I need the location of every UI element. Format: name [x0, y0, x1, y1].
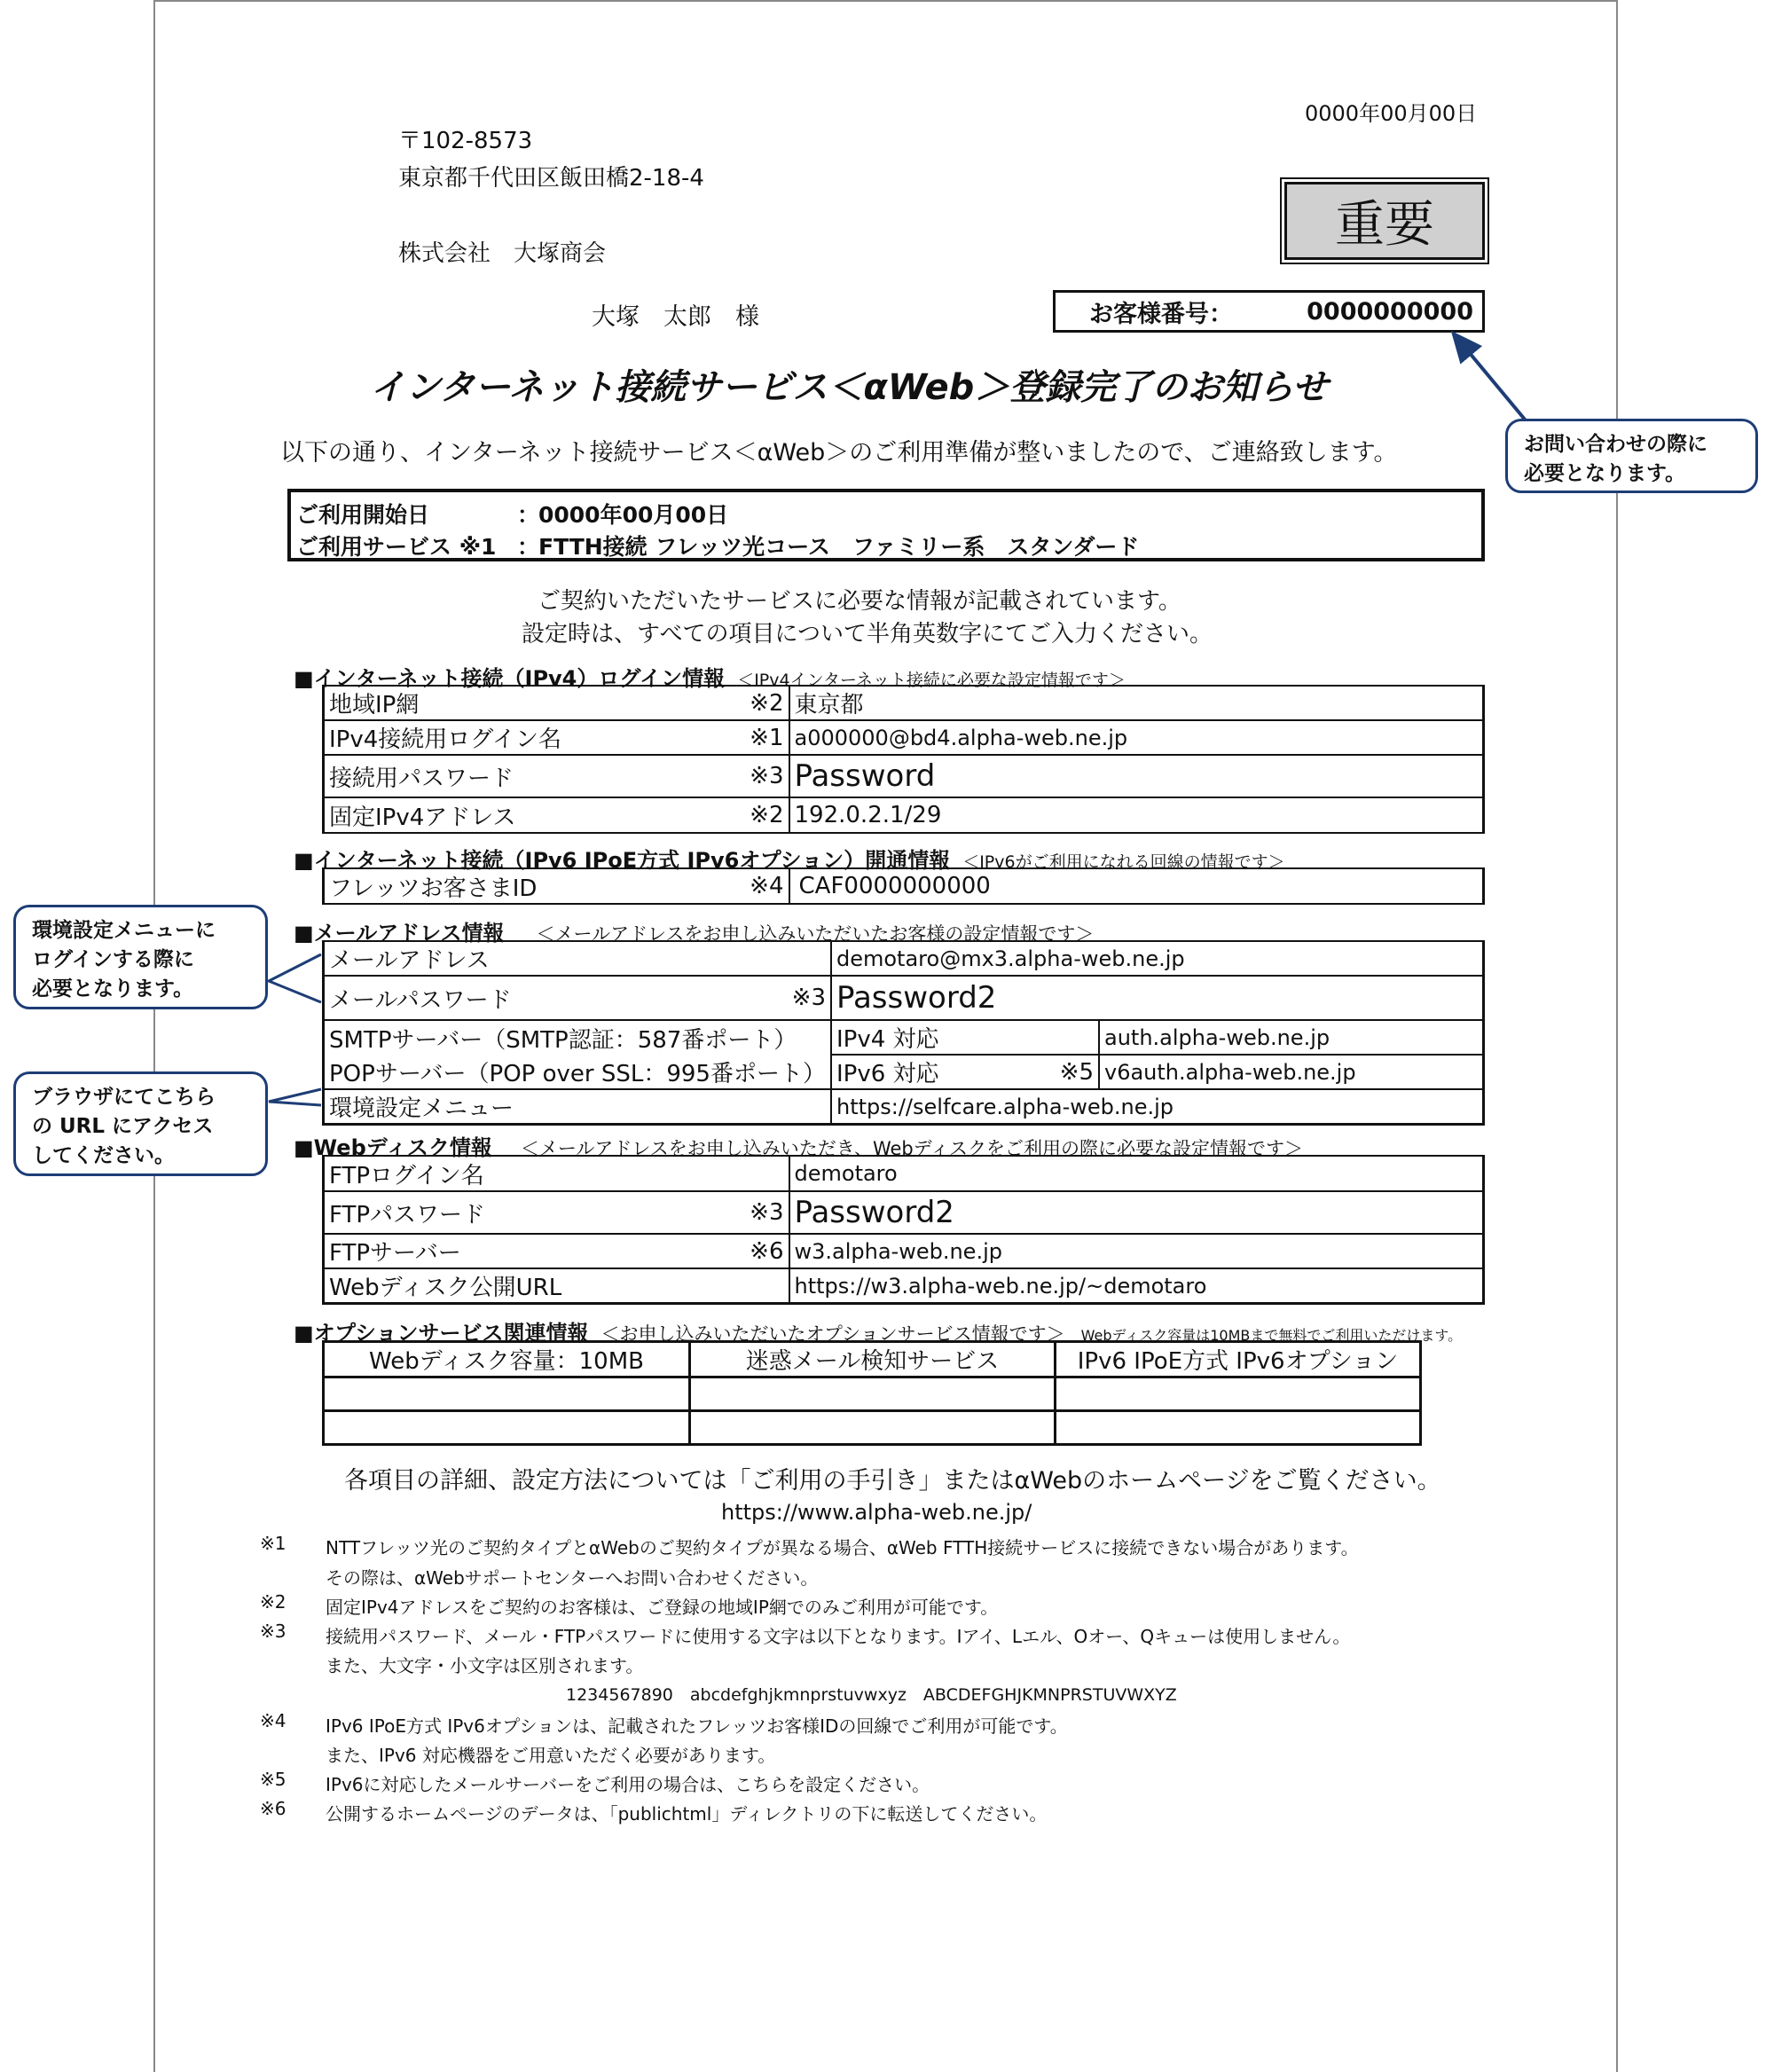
ipv6-value: CAF0000000000: [789, 868, 1484, 904]
ipv4-label: 固定IPv4アドレス: [329, 804, 516, 831]
company-name: 株式会社 大塚商会: [398, 240, 607, 267]
start-date-sep: ：: [517, 502, 540, 528]
ipv6-heading: ■インターネット接続（IPv6 IPoE方式 IPv6オプション）開通情報: [294, 848, 951, 873]
ipv4-mark: ※3: [750, 763, 784, 789]
table-row: [324, 1342, 1421, 1377]
customer-number-label: お客様番号：: [1089, 300, 1233, 328]
callout-browser-url: ブラウザにてこちら の URL にアクセス してください。: [13, 1071, 268, 1176]
table-row: [324, 868, 1484, 904]
footnote-3-line-2: また、大文字・小文字は区別されます。: [326, 1655, 644, 1676]
webdisk-url[interactable]: https://w3.alpha-web.ne.jp/~demotaro: [789, 1268, 1484, 1304]
table-row: [324, 686, 1484, 720]
table-row: [324, 1234, 1484, 1268]
start-date-label: ご利用開始日: [296, 502, 430, 528]
ipv4-label: 接続用パスワード: [329, 765, 514, 792]
issue-date: 0000年00月00日: [1305, 101, 1478, 126]
ipv6-mark: ※4: [750, 873, 784, 899]
ipv4-mark: ※2: [750, 689, 784, 717]
webdisk-heading: ■Webディスク情報: [294, 1135, 492, 1160]
notice-line-1: ご契約いただいたサービスに必要な情報が記載されています。: [538, 588, 1181, 615]
intro-text: 以下の通り、インターネット接続サービス＜αWeb＞のご利用準備が整いましたので、ご連絡致します。: [280, 439, 1398, 467]
ipv4-value: 東京都: [789, 686, 1484, 720]
webdisk-label: FTPパスワード: [329, 1201, 486, 1228]
option-header-ipv6: IPv6 IPoE方式 IPv6オプション: [1056, 1342, 1421, 1377]
pop-label: POPサーバー（POP over SSL：995番ポート）: [324, 1055, 831, 1089]
webdisk-table: [322, 1155, 1485, 1305]
table-row: [324, 1156, 1484, 1191]
footnote-6-mark: ※6: [260, 1798, 287, 1819]
ipv4-note: ＜IPv4インターネット接続に必要な設定情報です＞: [737, 671, 1126, 690]
customer-number-value: 0000000000: [1307, 297, 1473, 326]
ipv4-mark: ※1: [750, 724, 784, 751]
mail-table: [322, 940, 1485, 1126]
mail-address-label: メールアドレス: [324, 941, 831, 976]
mail-address-value: demotaro@mx3.alpha-web.ne.jp: [831, 941, 1484, 976]
start-date-value: 0000年00月00日: [538, 502, 729, 528]
table-row: [324, 755, 1484, 797]
ipv6-support-mark: ※5: [1059, 1058, 1094, 1086]
page-title: インターネット接続サービス＜αWeb＞登録完了のお知らせ: [370, 367, 1329, 408]
service-value: FTTH接続 フレッツ光コース ファミリー系 スタンダード: [538, 534, 1140, 560]
table-row: [324, 1377, 1421, 1411]
ipv4-table: [322, 685, 1485, 834]
service-label: ご利用サービス ※1: [296, 534, 497, 560]
table-row: [324, 1268, 1484, 1304]
ipv6-label: フレッツお客さまID: [329, 875, 538, 902]
table-row: [324, 1055, 1484, 1089]
footnote-3-line-1: 接続用パスワード、メール・FTPパスワードに使用する文字は以下となります。Iアイ、Lエル、Oオー、Qキューは使用しません。: [326, 1626, 1351, 1647]
webdisk-label: FTPサーバー: [329, 1240, 461, 1267]
footnote-4-line-2: また、IPv6 対応機器をご用意いただく必要があります。: [326, 1745, 776, 1766]
footnote-5-mark: ※5: [260, 1769, 287, 1790]
table-row: [324, 1191, 1484, 1234]
service-sep: ：: [517, 534, 540, 560]
ipv4-value: 192.0.2.1/29: [789, 797, 1484, 833]
pop-server-value: v6auth.alpha-web.ne.jp: [1099, 1055, 1484, 1089]
table-row: [324, 1089, 1484, 1125]
settings-menu-url[interactable]: https://selfcare.alpha-web.ne.jp: [831, 1089, 1484, 1125]
recipient-name: 大塚 太郎 様: [592, 303, 759, 331]
homepage-url[interactable]: https://www.alpha-web.ne.jp/: [721, 1500, 1032, 1525]
details-text: 各項目の詳細、設定方法については「ご利用の手引き」またはαWebのホームページをご覧ください。: [344, 1467, 1441, 1495]
smtp-label: SMTPサーバー（SMTP認証：587番ポート）: [324, 1020, 831, 1055]
footnote-6-line-1: 公開するホームページのデータは、「publichtml」ディレクトリの下に転送してください。: [326, 1803, 1048, 1825]
ipv4-label: 地域IP網: [329, 692, 420, 718]
ipv6-table: [322, 867, 1485, 905]
customer-number-box: [1053, 290, 1485, 333]
mail-note: ＜メールアドレスをお申し込みいただいたお客様の設定情報です＞: [536, 923, 1095, 945]
webdisk-mark: ※6: [750, 1237, 784, 1265]
ipv4-mark: ※2: [750, 802, 784, 828]
smtp-server-value: auth.alpha-web.ne.jp: [1099, 1020, 1484, 1055]
webdisk-value: Password2: [789, 1191, 1484, 1234]
table-row: [324, 1020, 1484, 1055]
options-note: ＜お申し込みいただいたオプションサービス情報です＞: [600, 1323, 1065, 1345]
webdisk-mark: ※3: [750, 1199, 784, 1226]
footnote-3-mark: ※3: [260, 1621, 287, 1642]
footnote-4-line-1: IPv6 IPoE方式 IPv6オプションは、記載されたフレッツお客様IDの回線でご利用が可能です。: [326, 1715, 1068, 1737]
ipv6-note: ＜IPv6がご利用になれる回線の情報です＞: [962, 852, 1285, 872]
postal-code: 〒102-8573: [398, 128, 533, 154]
option-header-webdisk: Webディスク容量：10MB: [324, 1342, 690, 1377]
footnote-4-mark: ※4: [260, 1710, 287, 1731]
options-small-note: Webディスク容量は10MBまで無料でご利用いただけます。: [1080, 1327, 1463, 1344]
callout-customer-number: お問い合わせの際に 必要となります。: [1505, 419, 1758, 493]
footnote-1-mark: ※1: [260, 1533, 287, 1554]
webdisk-value: demotaro: [789, 1156, 1484, 1191]
important-stamp: 重要: [1284, 182, 1485, 260]
ipv4-heading: ■インターネット接続（IPv4）ログイン情報: [294, 666, 726, 691]
ipv4-value: Password: [789, 755, 1484, 797]
footnote-3-chars: 1234567890 abcdefghjkmnprstuvwxyz ABCDEFGHJKMNPRSTUVWXYZ: [566, 1685, 1177, 1705]
options-heading: ■オプションサービス関連情報: [294, 1321, 589, 1346]
ipv4-support-label: IPv4 対応: [831, 1020, 1099, 1055]
table-row: [324, 1411, 1421, 1445]
footnote-1-line-2: その際は、αWebサポートセンターへお問い合わせください。: [326, 1567, 819, 1589]
mail-heading: ■メールアドレス情報: [294, 921, 505, 946]
notice-line-2: 設定時は、すべての項目について半角英数字にてご入力ください。: [522, 621, 1213, 648]
mail-password-value: Password2: [831, 976, 1484, 1020]
table-row: [324, 941, 1484, 976]
mail-password-mark: ※3: [791, 985, 826, 1011]
option-header-spam: 迷惑メール検知サービス: [690, 1342, 1056, 1377]
table-row: [324, 976, 1484, 1020]
footnote-2-mark: ※2: [260, 1591, 287, 1613]
webdisk-value: w3.alpha-web.ne.jp: [789, 1234, 1484, 1268]
ipv4-label: IPv4接続用ログイン名: [329, 726, 561, 753]
footnote-2-line-1: 固定IPv4アドレスをご契約のお客様は、ご登録の地域IP網でのみご利用が可能です。: [326, 1597, 999, 1618]
ipv4-value: a000000@bd4.alpha-web.ne.jp: [789, 720, 1484, 755]
settings-menu-label: 環境設定メニュー: [324, 1089, 831, 1125]
webdisk-label: FTPログイン名: [329, 1162, 484, 1189]
service-box: [287, 489, 1485, 561]
street-address: 東京都千代田区飯田橋2-18-4: [398, 165, 704, 192]
footnote-5-line-1: IPv6に対応したメールサーバーをご利用の場合は、こちらを設定ください。: [326, 1774, 930, 1795]
table-row: [324, 720, 1484, 755]
ipv6-support-label: IPv6 対応: [836, 1061, 939, 1087]
options-table: [322, 1340, 1422, 1446]
webdisk-note: ＜メールアドレスをお申し込みいただき、Webディスクをご利用の際に必要な設定情報です＞: [520, 1138, 1304, 1159]
table-row: [324, 797, 1484, 833]
webdisk-label: Webディスク公開URL: [329, 1275, 562, 1301]
mail-password-label: メールパスワード: [329, 986, 512, 1014]
callout-menu-login: 環境設定メニューに ログインする際に 必要となります。: [13, 905, 268, 1009]
footnote-1-line-1: NTTフレッツ光のご契約タイプとαWebのご契約タイプが異なる場合、αWeb FTTH接続サービスに接続できない場合があります。: [326, 1537, 1359, 1558]
